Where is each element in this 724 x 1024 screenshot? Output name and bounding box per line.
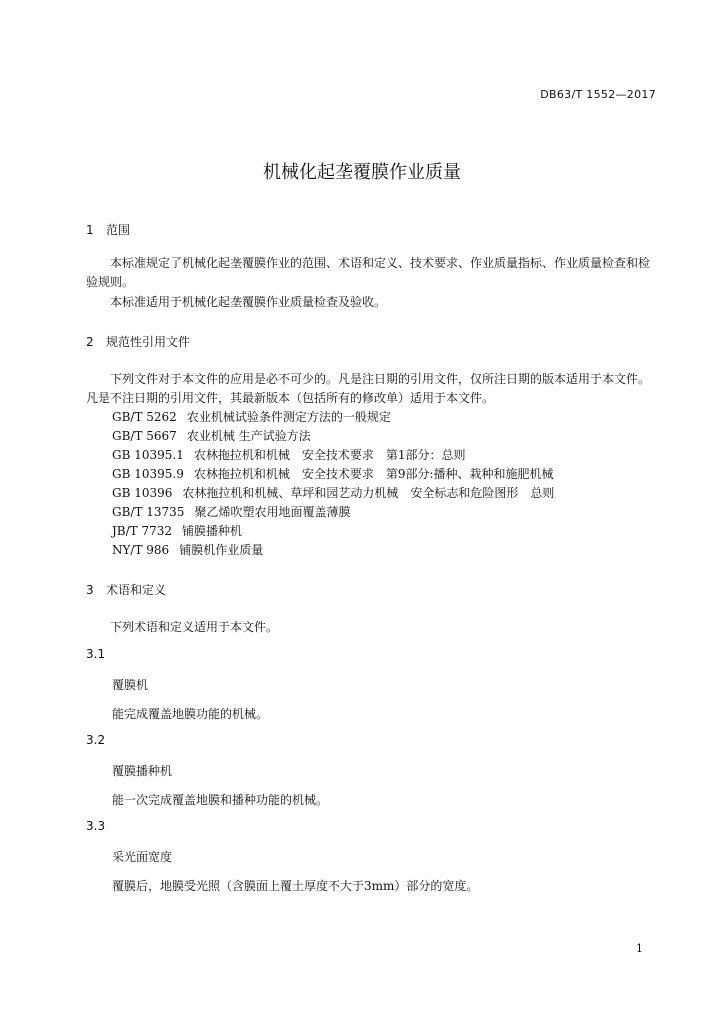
reference-code: GB 10395.1 xyxy=(112,448,184,462)
term-name: 覆膜播种机 xyxy=(112,764,173,778)
terms-intro-paragraph: 下列术语和定义适用于本文件。 xyxy=(110,620,279,634)
term-number: 3.3 xyxy=(86,819,106,833)
reference-item xyxy=(112,408,391,425)
term-number: 3.1 xyxy=(86,647,106,661)
reference-title: 铺膜播种机 xyxy=(182,524,243,538)
section-heading-scope xyxy=(86,221,130,238)
section-title: 术语和定义 xyxy=(106,583,167,597)
reference-code: GB/T 5667 xyxy=(112,429,177,443)
reference-code: NY/T 986 xyxy=(112,543,170,557)
reference-title: 农林拖拉机和机械 安全技术要求 第9部分:播种、栽种和施肥机械 xyxy=(193,467,554,481)
reference-title: 农林拖拉机和机械 安全技术要求 第1部分：总则 xyxy=(193,448,466,462)
reference-item xyxy=(112,465,554,482)
term-name: 采光面宽度 xyxy=(112,850,173,864)
reference-title: 聚乙烯吹塑农用地面覆盖薄膜 xyxy=(194,505,351,519)
term-definition: 能完成覆盖地膜功能的机械。 xyxy=(112,707,269,721)
term-name: 覆膜机 xyxy=(112,678,149,692)
section-number: 1 xyxy=(86,223,94,237)
reference-title: 铺膜机作业质量 xyxy=(179,543,264,557)
reference-item xyxy=(112,503,350,520)
references-intro-paragraph: 下列文件对于本文件的应用是必不可少的。凡是注日期的引用文件，仅所注日期的版本适用于本文件。凡是不注日期的引用文件，其最新版本（包括所有的修改单）适用于本文件。 xyxy=(86,372,651,405)
term-definition: 能一次完成覆盖地膜和播种功能的机械。 xyxy=(112,793,329,807)
reference-title: 农林拖拉机和机械、草坪和园艺动力机械 安全标志和危险图形 总则 xyxy=(182,486,555,500)
reference-code: GB/T 13735 xyxy=(112,505,185,519)
section-title: 规范性引用文件 xyxy=(106,335,191,349)
term-definition: 覆膜后，地膜受光照（含膜面上覆土厚度不大于3mm）部分的宽度。 xyxy=(112,879,479,893)
scope-paragraph-1: 本标准规定了机械化起垄覆膜作业的范围、术语和定义、技术要求、作业质量指标、作业质量检查和检验规则。 xyxy=(86,256,651,289)
reference-code: GB 10395.9 xyxy=(112,467,184,481)
section-heading-normative-references xyxy=(86,333,190,350)
reference-code: GB/T 5262 xyxy=(112,410,177,424)
standard-code: DB63/T 1552—2017 xyxy=(540,88,656,101)
reference-item xyxy=(112,484,554,501)
page-number: 1 xyxy=(636,942,643,955)
reference-item xyxy=(112,427,311,444)
section-heading-terms xyxy=(86,581,166,598)
reference-item xyxy=(112,446,465,463)
reference-code: GB 10396 xyxy=(112,486,173,500)
reference-item xyxy=(112,541,263,558)
scope-paragraph-2: 本标准适用于机械化起垄覆膜作业质量检查及验收。 xyxy=(110,295,387,309)
document-title: 机械化起垄覆膜作业质量 xyxy=(263,162,461,183)
term-number: 3.2 xyxy=(86,733,106,747)
reference-code: JB/T 7732 xyxy=(112,524,173,538)
section-title: 范围 xyxy=(106,223,131,237)
section-number: 3 xyxy=(86,583,94,597)
reference-item xyxy=(112,522,242,539)
section-number: 2 xyxy=(86,335,94,349)
reference-title: 农业机械 生产试验方法 xyxy=(186,429,311,443)
reference-title: 农业机械试验条件测定方法的一般规定 xyxy=(186,410,391,424)
